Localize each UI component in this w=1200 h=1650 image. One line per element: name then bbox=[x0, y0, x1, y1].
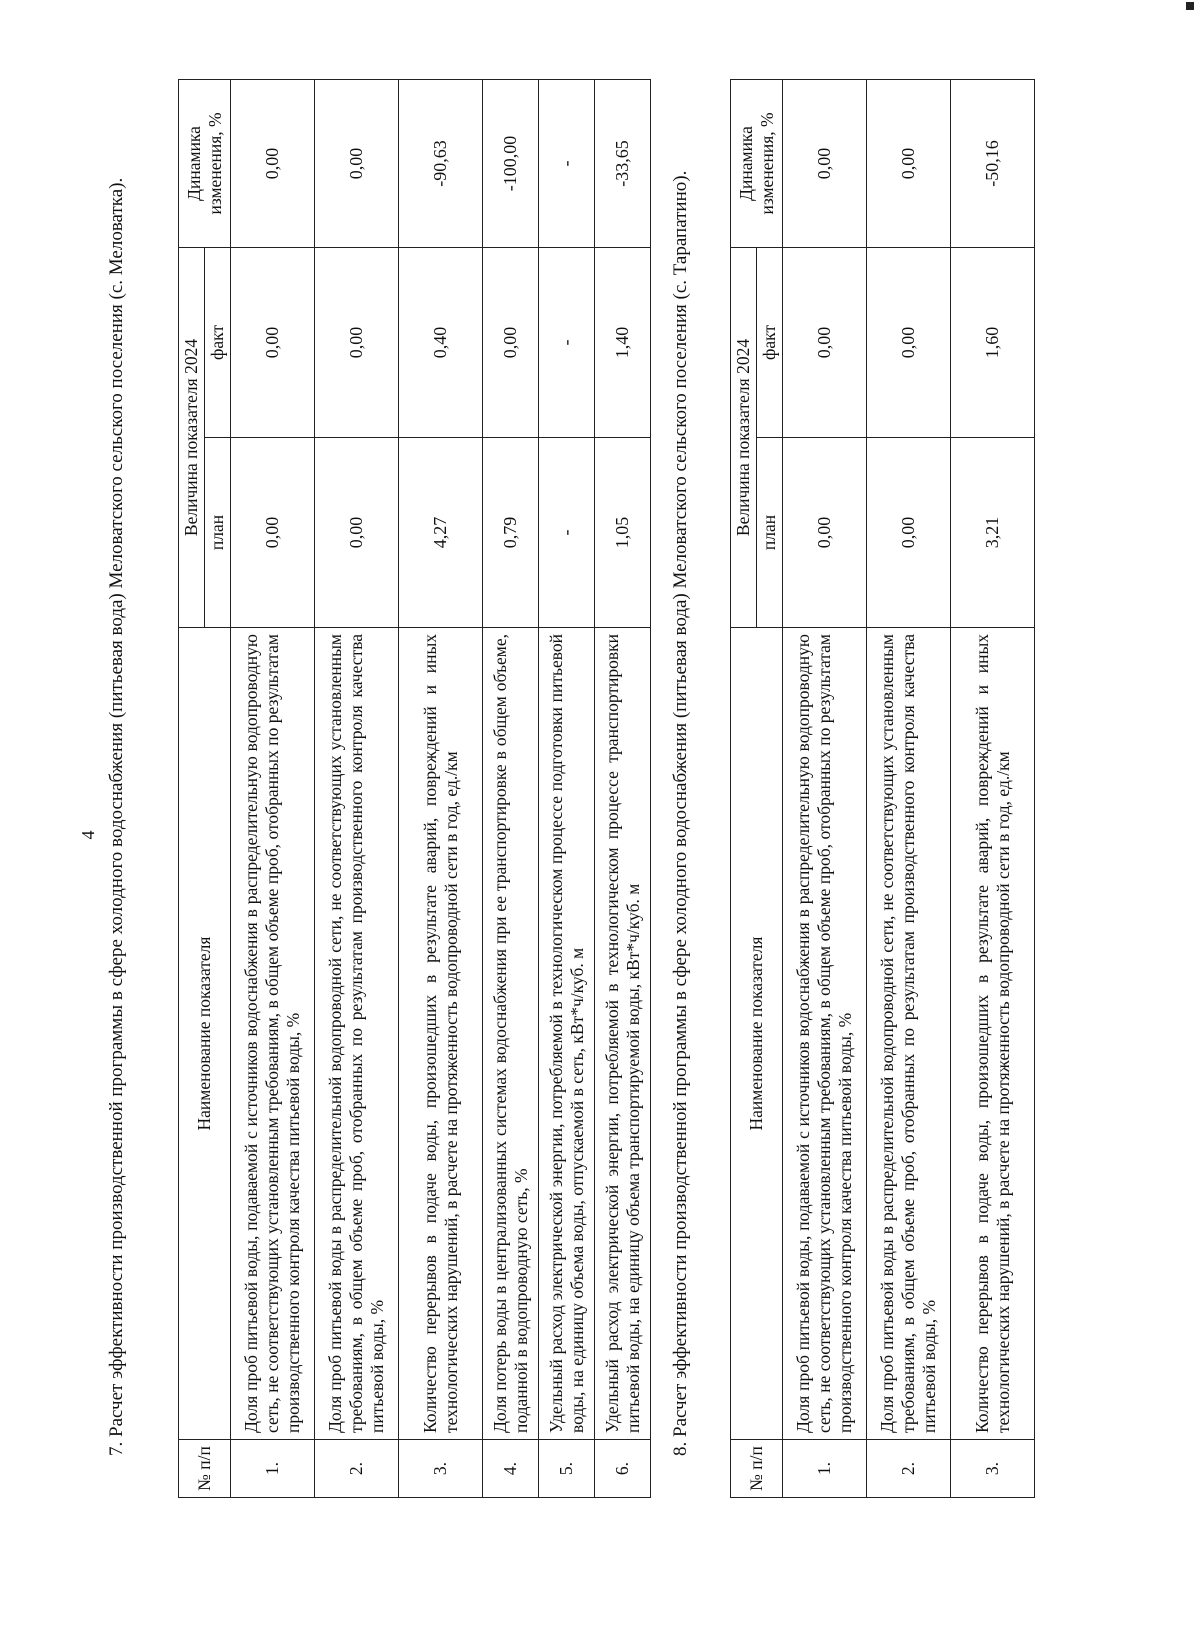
row-dynamics: 0,00 bbox=[867, 79, 951, 247]
row-dynamics: 0,00 bbox=[315, 79, 399, 247]
table-row bbox=[595, 79, 651, 1497]
row-plan: 0,00 bbox=[231, 438, 315, 628]
row-plan: 0,00 bbox=[783, 438, 867, 628]
row-fact: - bbox=[539, 247, 595, 437]
indicators-table bbox=[730, 79, 1035, 1498]
header-name: Наименование показателя bbox=[179, 628, 231, 1440]
table-row bbox=[231, 79, 315, 1497]
row-name: Доля проб питьевой воды, подаваемой с источников водоснабжения в распределительную водопроводную сеть, не соответствующих установленным требованиям, в общем объеме проб, отобранных по результатам производственного контроля качества питьевой воды, % bbox=[783, 628, 867, 1440]
row-plan: 4,27 bbox=[399, 438, 483, 628]
row-name: Количество перерывов в подаче воды, произошедших в результате аварий, повреждений и иных технологических нарушений, в расчете на протяженность водопроводной сети в год, ед./км bbox=[399, 628, 483, 1440]
row-fact: 0,00 bbox=[867, 247, 951, 437]
row-num: 2. bbox=[315, 1440, 399, 1498]
row-name: Доля проб питьевой воды в распределительной водопроводной сети, не соответствующих установленным требованиям, в общем объеме проб, отобранных по результатам производственного контроля качества питьевой воды, % bbox=[867, 628, 951, 1440]
row-plan: 3,21 bbox=[951, 438, 1035, 628]
row-fact: 1,40 bbox=[595, 247, 651, 437]
row-plan: 0,79 bbox=[483, 438, 539, 628]
header-num: № п/п bbox=[179, 1440, 231, 1498]
row-dynamics: -90,63 bbox=[399, 79, 483, 247]
row-num: 5. bbox=[539, 1440, 595, 1498]
row-fact: 0,00 bbox=[315, 247, 399, 437]
row-name: Доля проб питьевой воды, подаваемой с источников водоснабжения в распределительную водопроводную сеть, не соответствующих установленным требованиям, в общем объеме проб, отобранных по результатам производственного контроля качества питьевой воды, % bbox=[231, 628, 315, 1440]
header-dynamics: Динамика изменения, % bbox=[731, 79, 783, 247]
row-name: Количество перерывов в подаче воды, произошедших в результате аварий, повреждений и иных технологических нарушений, в расчете на протяженность водопроводной сети в год, ед./км bbox=[951, 628, 1035, 1440]
row-num: 2. bbox=[867, 1440, 951, 1498]
row-name: Доля потерь воды в централизованных системах водоснабжения при ее транспортировке в общем объеме, поданной в водопроводную сеть, % bbox=[483, 628, 539, 1440]
scan-mark bbox=[1186, 2, 1194, 10]
table-row bbox=[951, 79, 1035, 1497]
page-number: 4 bbox=[78, 830, 98, 840]
header-name: Наименование показателя bbox=[731, 628, 783, 1440]
header-fact: факт bbox=[205, 247, 231, 437]
row-num: 3. bbox=[399, 1440, 483, 1498]
row-dynamics: -100,00 bbox=[483, 79, 539, 247]
header-plan: план bbox=[757, 438, 783, 628]
row-dynamics: 0,00 bbox=[231, 79, 315, 247]
table-row bbox=[539, 79, 595, 1497]
header-value-group: Величина показателя 2024 bbox=[731, 247, 757, 627]
row-plan: 0,00 bbox=[867, 438, 951, 628]
row-num: 6. bbox=[595, 1440, 651, 1498]
row-name: Доля проб питьевой воды в распределительной водопроводной сети, не соответствующих установленным требованиям, в общем объеме проб, отобранных по результатам производственного контроля качества питьевой воды, % bbox=[315, 628, 399, 1440]
table-row bbox=[783, 79, 867, 1497]
row-name: Удельный расход электрической энергии, потребляемой в технологическом процессе транспортировки питьевой воды, на единицу объема транспортируемой воды, кВт*ч/куб. м bbox=[595, 628, 651, 1440]
table-row bbox=[867, 79, 951, 1497]
row-plan: - bbox=[539, 438, 595, 628]
table-row bbox=[483, 79, 539, 1497]
row-name: Удельный расход электрической энергии, потребляемой в технологическом процессе подготовки питьевой воды, на единицу объема воды, отпускаемой в сеть, кВт*ч/куб. м bbox=[539, 628, 595, 1440]
header-plan: план bbox=[205, 438, 231, 628]
row-dynamics: -33,65 bbox=[595, 79, 651, 247]
row-fact: 0,00 bbox=[231, 247, 315, 437]
row-fact: 0,40 bbox=[399, 247, 483, 437]
section-heading: 8. Расчет эффективности производственной программы в сфере холодного водоснабжения (питьевая вода) Меловатского сельского поселения (с. Тарапатино). bbox=[670, 170, 691, 1456]
indicators-table bbox=[178, 79, 651, 1498]
row-fact: 0,00 bbox=[783, 247, 867, 437]
header-dynamics: Динамика изменения, % bbox=[179, 79, 231, 247]
row-num: 1. bbox=[783, 1440, 867, 1498]
section-heading: 7. Расчет эффективности производственной программы в сфере холодного водоснабжения (питьевая вода) Меловатского сельского поселения (с. Меловатка). bbox=[106, 177, 127, 1456]
row-dynamics: -50,16 bbox=[951, 79, 1035, 247]
table-row bbox=[315, 79, 399, 1497]
row-num: 3. bbox=[951, 1440, 1035, 1498]
row-fact: 1,60 bbox=[951, 247, 1035, 437]
header-num: № п/п bbox=[731, 1440, 783, 1498]
header-value-group: Величина показателя 2024 bbox=[179, 247, 205, 627]
row-num: 1. bbox=[231, 1440, 315, 1498]
row-dynamics: 0,00 bbox=[783, 79, 867, 247]
header-fact: факт bbox=[757, 247, 783, 437]
row-fact: 0,00 bbox=[483, 247, 539, 437]
table-row bbox=[399, 79, 483, 1497]
row-num: 4. bbox=[483, 1440, 539, 1498]
row-dynamics: - bbox=[539, 79, 595, 247]
row-plan: 1,05 bbox=[595, 438, 651, 628]
row-plan: 0,00 bbox=[315, 438, 399, 628]
